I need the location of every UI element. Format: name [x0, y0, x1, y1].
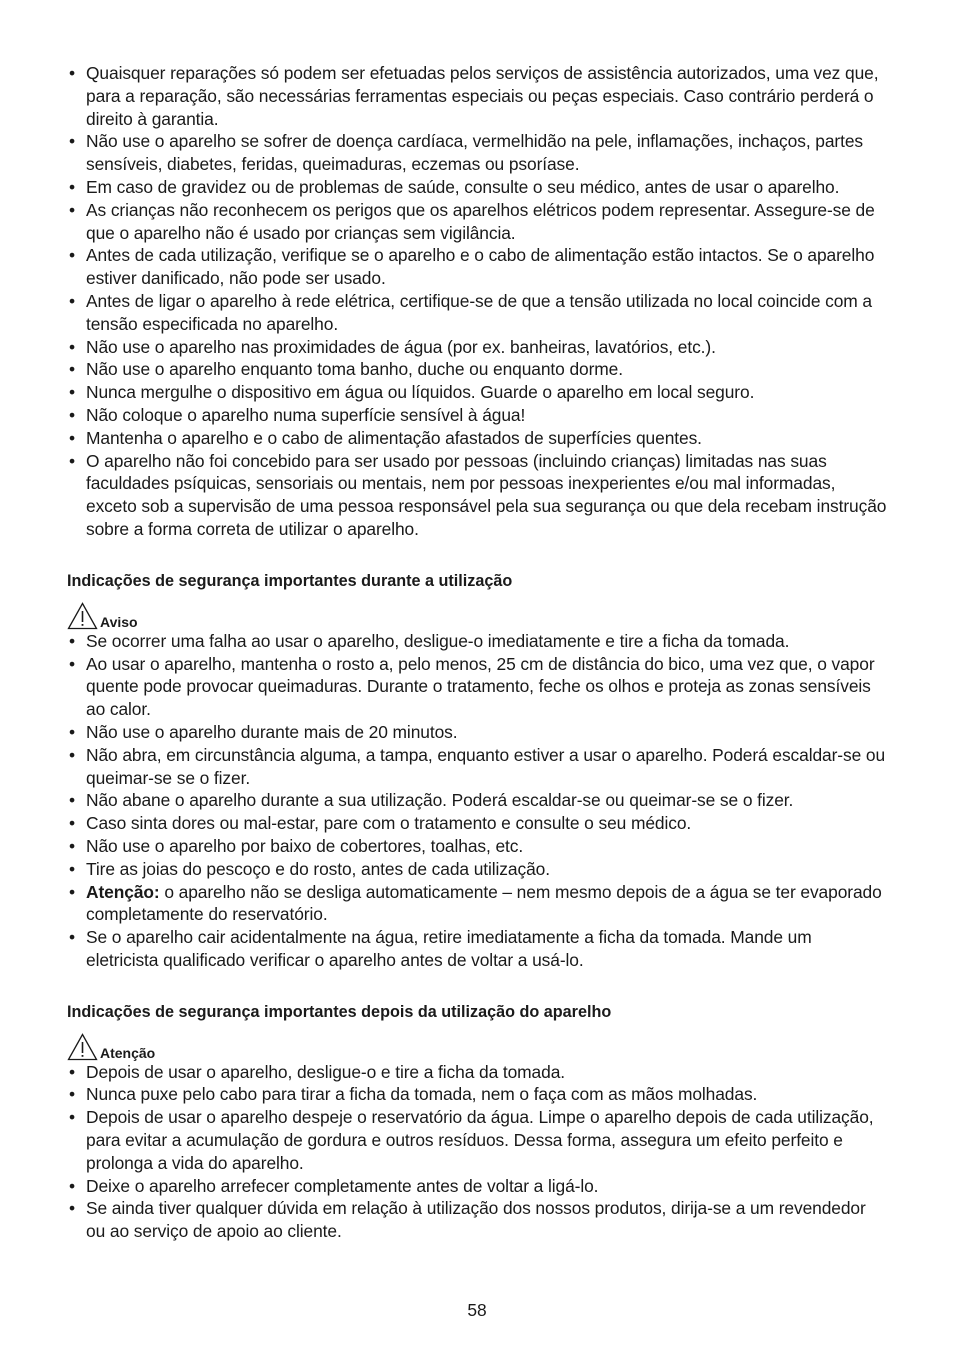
list-item: • Caso sinta dores ou mal-estar, pare com o tratamento e consulte o seu médico. — [67, 812, 887, 835]
list-item: • Deixe o aparelho arrefecer completamente antes de voltar a ligá-lo. — [67, 1175, 887, 1198]
list-item: • O aparelho não foi concebido para ser usado por pessoas (incluindo crianças) limitadas nas suas faculdades psíquicas, sensoriais ou mentais, nem por pessoas inexperientes e/ou mal informadas, exceto sob a supervisão de uma pessoa responsável pela sua segurança ou que dela recebam instrução sobre a forma correta de utilizar o aparelho. — [67, 450, 887, 541]
document-page — [67, 62, 887, 1243]
list-item: • Antes de cada utilização, verifique se o aparelho e o cabo de alimentação estão intactos. Se o aparelho estiver danificado, não pode ser usado. — [67, 244, 887, 290]
list-item: • Mantenha o aparelho e o cabo de alimentação afastados de superfícies quentes. — [67, 427, 887, 450]
list-item: • Antes de ligar o aparelho à rede elétrica, certifique-se de que a tensão utilizada no local coincide com a tensão especificada no aparelho. — [67, 290, 887, 336]
attention-text: o aparelho não se desliga automaticamente – nem mesmo depois de a água se ter evaporado completamente do reservatório. — [86, 881, 882, 925]
attention-label: Atenção: — [86, 881, 160, 902]
list-item: • Não abra, em circunstância alguma, a tampa, enquanto estiver a usar o aparelho. Poderá escaldar-se ou queimar-se se o fizer. — [67, 744, 887, 790]
list-item: • Não abane o aparelho durante a sua utilização. Poderá escaldar-se ou queimar-se se o fizer. — [67, 789, 887, 812]
list-item: • Depois de usar o aparelho, desligue-o e tire a ficha da tomada. — [67, 1061, 887, 1084]
list-item: • As crianças não reconhecem os perigos que os aparelhos elétricos podem representar. Assegure-se de que o aparelho não é usado por crianças sem vigilância. — [67, 199, 887, 245]
intro-safety-list — [67, 62, 887, 541]
list-item: • Não coloque o aparelho numa superfície sensível à água! — [67, 404, 887, 427]
list-item: • Tire as joias do pescoço e do rosto, antes de cada utilização. — [67, 858, 887, 881]
warning-triangle-icon — [67, 602, 98, 630]
warning-label: Aviso — [100, 613, 138, 630]
list-item: • Depois de usar o aparelho despeje o reservatório da água. Limpe o aparelho depois de cada utilização, para evitar a acumulação de gordura e outros resíduos. Dessa forma, assegura um efeito perfeito e prolonga a vida do aparelho. — [67, 1106, 887, 1174]
list-item: • Não use o aparelho se sofrer de doença cardíaca, vermelhidão na pele, inflamações, inchaços, partes sensíveis, diabetes, feridas, queimaduras, eczemas ou psoríase. — [67, 130, 887, 176]
list-item: • Quaisquer reparações só podem ser efetuadas pelos serviços de assistência autorizados, uma vez que, para a reparação, são necessárias ferramentas especiais ou peças especiais. Caso contrário perderá o direito à garantia. — [67, 62, 887, 130]
list-item-attention — [67, 881, 887, 927]
list-item: • Nunca mergulhe o dispositivo em água ou líquidos. Guarde o aparelho em local seguro. — [67, 381, 887, 404]
section-title-after-use: Indicações de segurança importantes depois da utilização do aparelho — [67, 1002, 612, 1021]
warning-label: Atenção — [100, 1044, 156, 1061]
list-item: • Não use o aparelho enquanto toma banho, duche ou enquanto dorme. — [67, 358, 887, 381]
list-item: • Ao usar o aparelho, mantenha o rosto a, pelo menos, 25 cm de distância do bico, uma vez que, o vapor quente pode provocar queimaduras. Durante o tratamento, feche os olhos e proteja as zonas sensíveis ao calor. — [67, 653, 887, 721]
warning-triangle-icon — [67, 1033, 98, 1061]
list-item: • Não use o aparelho por baixo de cobertores, toalhas, etc. — [67, 835, 887, 858]
list-item: • Se ainda tiver qualquer dúvida em relação à utilização dos nossos produtos, dirija-se a um revendedor ou ao serviço de apoio ao cliente. — [67, 1197, 887, 1243]
after-use-list — [67, 1061, 887, 1243]
list-item: • Se o aparelho cair acidentalmente na água, retire imediatamente a ficha da tomada. Mande um eletricista qualificado verificar o aparelho antes de voltar a usá-lo. — [67, 926, 887, 972]
list-item: • Não use o aparelho durante mais de 20 minutos. — [67, 721, 887, 744]
warning-heading — [67, 599, 887, 630]
list-item: • Nunca puxe pelo cabo para tirar a ficha da tomada, nem o faça com as mãos molhadas. — [67, 1083, 887, 1106]
during-use-list — [67, 630, 887, 972]
page-number: 58 — [467, 1300, 487, 1320]
attention-heading — [67, 1030, 887, 1061]
list-item: • Em caso de gravidez ou de problemas de saúde, consulte o seu médico, antes de usar o aparelho. — [67, 176, 887, 199]
list-item: • Se ocorrer uma falha ao usar o aparelho, desligue-o imediatamente e tire a ficha da tomada. — [67, 630, 887, 653]
list-item: • Não use o aparelho nas proximidades de água (por ex. banheiras, lavatórios, etc.). — [67, 336, 887, 359]
section-title-during-use: Indicações de segurança importantes durante a utilização — [67, 571, 513, 590]
